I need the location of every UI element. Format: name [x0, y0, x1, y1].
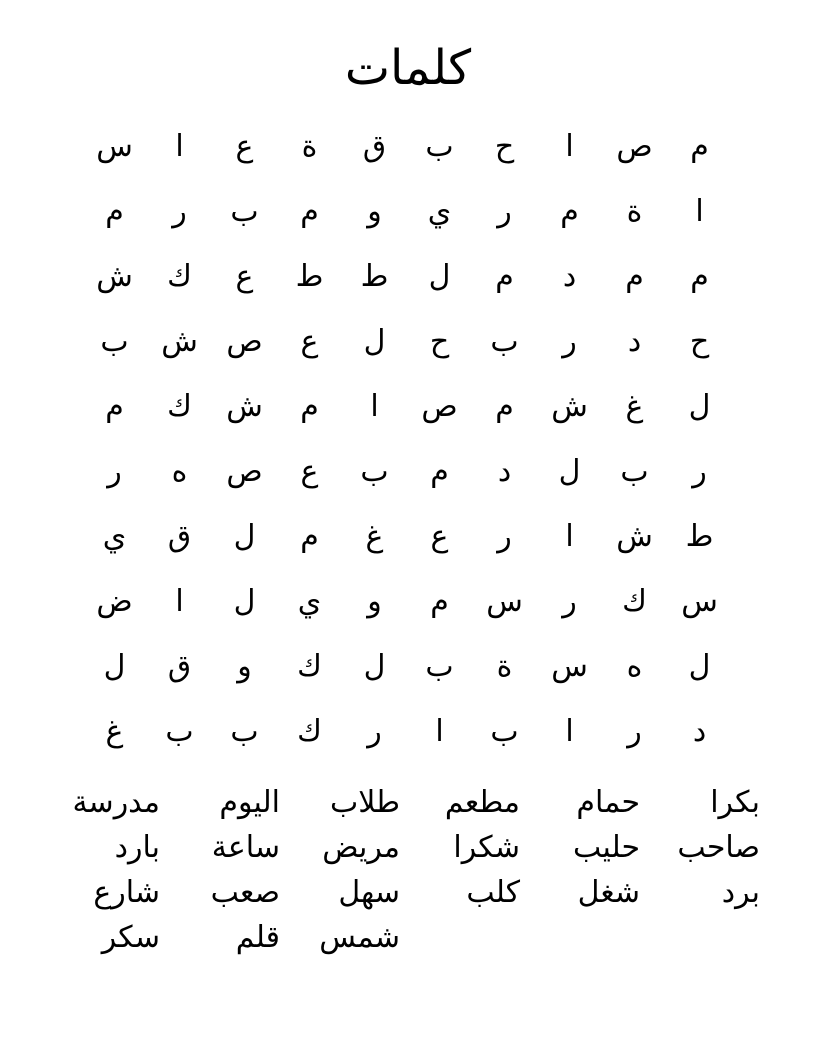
- grid-cell[interactable]: ع: [300, 454, 319, 489]
- grid-cell[interactable]: م: [625, 259, 644, 294]
- grid-cell[interactable]: م: [300, 389, 319, 424]
- word-item: مريض: [322, 830, 400, 865]
- grid-cell[interactable]: ش: [616, 519, 653, 554]
- word-item: شمس: [319, 920, 400, 955]
- grid-row: [82, 114, 732, 179]
- grid-cell[interactable]: ح: [689, 324, 710, 359]
- word-item: مطعم: [444, 785, 520, 820]
- grid-cell[interactable]: ا: [565, 129, 574, 164]
- grid-cell[interactable]: ب: [425, 129, 454, 164]
- grid-cell[interactable]: ي: [427, 194, 452, 229]
- word-item: شارع: [93, 875, 160, 910]
- grid-cell[interactable]: م: [495, 259, 514, 294]
- grid-cell[interactable]: ي: [102, 519, 127, 554]
- grid-cell[interactable]: ل: [233, 584, 256, 619]
- grid-cell[interactable]: ة: [626, 194, 643, 229]
- grid-cell[interactable]: ي: [297, 584, 322, 619]
- grid-cell[interactable]: ر: [367, 714, 382, 749]
- grid-cell[interactable]: و: [367, 194, 382, 229]
- grid-cell[interactable]: ح: [494, 129, 515, 164]
- grid-cell[interactable]: د: [562, 259, 577, 294]
- grid-cell[interactable]: م: [430, 454, 449, 489]
- grid-cell[interactable]: ل: [688, 389, 711, 424]
- grid-cell[interactable]: ش: [96, 259, 133, 294]
- grid-cell[interactable]: ل: [103, 649, 126, 684]
- word-item: شكرا: [453, 830, 520, 865]
- grid-cell[interactable]: م: [495, 389, 514, 424]
- word-item: بارد: [114, 830, 160, 865]
- grid-cell[interactable]: غ: [105, 714, 124, 749]
- grid-row: [82, 439, 732, 504]
- word-item: مدرسة: [72, 785, 160, 820]
- grid-cell[interactable]: ص: [226, 454, 263, 489]
- grid-cell[interactable]: ا: [175, 584, 184, 619]
- grid-cell[interactable]: ق: [362, 129, 387, 164]
- grid-cell[interactable]: ص: [421, 389, 458, 424]
- page-title: كلمات: [344, 40, 472, 96]
- grid-cell[interactable]: ا: [435, 714, 444, 749]
- grid-cell[interactable]: ل: [363, 649, 386, 684]
- grid-cell[interactable]: ش: [226, 389, 263, 424]
- grid-row: [82, 374, 732, 439]
- letter-grid: [82, 114, 732, 764]
- grid-cell[interactable]: س: [96, 129, 133, 164]
- grid-cell[interactable]: ا: [695, 194, 704, 229]
- word-item: شغل: [577, 875, 640, 910]
- grid-cell[interactable]: ع: [430, 519, 449, 554]
- grid-cell[interactable]: ص: [616, 129, 653, 164]
- word-item: حمام: [576, 785, 640, 820]
- grid-cell[interactable]: م: [300, 194, 319, 229]
- grid-cell[interactable]: ه: [171, 454, 188, 489]
- grid-cell[interactable]: ك: [297, 649, 322, 684]
- grid-cell[interactable]: ط: [360, 259, 389, 294]
- grid-cell[interactable]: ل: [558, 454, 581, 489]
- word-row: [40, 825, 780, 870]
- grid-row: [82, 504, 732, 569]
- grid-cell[interactable]: ا: [370, 389, 379, 424]
- grid-cell[interactable]: س: [681, 584, 718, 619]
- word-item: اليوم: [219, 785, 280, 820]
- grid-cell[interactable]: د: [692, 714, 707, 749]
- grid-cell[interactable]: ب: [230, 714, 259, 749]
- grid-cell[interactable]: ك: [167, 259, 192, 294]
- grid-cell[interactable]: ش: [161, 324, 198, 359]
- grid-cell[interactable]: ر: [627, 714, 642, 749]
- grid-cell[interactable]: د: [497, 454, 512, 489]
- grid-cell[interactable]: ق: [167, 649, 192, 684]
- grid-cell[interactable]: ا: [175, 129, 184, 164]
- grid-row: [82, 179, 732, 244]
- grid-cell[interactable]: ب: [490, 714, 519, 749]
- word-item: قلم: [235, 920, 280, 955]
- grid-cell[interactable]: ك: [167, 389, 192, 424]
- grid-cell[interactable]: ر: [692, 454, 707, 489]
- grid-cell[interactable]: ر: [562, 584, 577, 619]
- grid-cell[interactable]: ب: [490, 324, 519, 359]
- grid-cell[interactable]: ر: [562, 324, 577, 359]
- grid-cell[interactable]: ة: [496, 649, 513, 684]
- grid-cell[interactable]: ب: [165, 714, 194, 749]
- grid-cell[interactable]: ب: [230, 194, 259, 229]
- grid-cell[interactable]: ل: [233, 519, 256, 554]
- grid-cell[interactable]: ر: [172, 194, 187, 229]
- grid-cell[interactable]: و: [367, 584, 382, 619]
- grid-row: [82, 244, 732, 309]
- word-item: بكرا: [710, 785, 760, 820]
- grid-cell[interactable]: م: [105, 194, 124, 229]
- grid-cell[interactable]: م: [105, 389, 124, 424]
- word-item: صعب: [210, 875, 280, 910]
- word-list: [40, 780, 780, 960]
- grid-cell[interactable]: ه: [626, 649, 643, 684]
- grid-cell[interactable]: ع: [235, 259, 254, 294]
- word-row: [40, 780, 780, 825]
- word-item: ساعة: [211, 830, 280, 865]
- grid-cell[interactable]: و: [237, 649, 252, 684]
- grid-cell[interactable]: م: [690, 129, 709, 164]
- word-row: [40, 870, 780, 915]
- grid-cell[interactable]: ا: [565, 519, 574, 554]
- grid-cell[interactable]: ك: [297, 714, 322, 749]
- grid-cell[interactable]: م: [560, 194, 579, 229]
- grid-cell[interactable]: ب: [425, 649, 454, 684]
- grid-cell[interactable]: ل: [428, 259, 451, 294]
- grid-cell[interactable]: ق: [167, 519, 192, 554]
- grid-cell[interactable]: ر: [497, 519, 512, 554]
- grid-cell[interactable]: ط: [685, 519, 714, 554]
- word-item: سهل: [338, 875, 400, 910]
- grid-cell[interactable]: ر: [497, 194, 512, 229]
- grid-cell[interactable]: ط: [295, 259, 324, 294]
- grid-cell[interactable]: ر: [107, 454, 122, 489]
- word-item: سكر: [101, 920, 160, 955]
- word-item: حليب: [573, 830, 640, 865]
- grid-cell[interactable]: ض: [96, 584, 133, 619]
- grid-cell[interactable]: ل: [363, 324, 386, 359]
- grid-cell[interactable]: غ: [365, 519, 384, 554]
- grid-cell[interactable]: ك: [622, 584, 647, 619]
- grid-cell[interactable]: ة: [301, 129, 318, 164]
- grid-cell[interactable]: ب: [620, 454, 649, 489]
- word-item: طلاب: [329, 785, 400, 820]
- grid-row: [82, 634, 732, 699]
- grid-cell[interactable]: ع: [300, 324, 319, 359]
- grid-cell[interactable]: ب: [360, 454, 389, 489]
- grid-cell[interactable]: ش: [551, 389, 588, 424]
- grid-row: [82, 309, 732, 374]
- word-row: [40, 915, 780, 960]
- grid-cell[interactable]: ل: [688, 649, 711, 684]
- grid-cell[interactable]: ا: [565, 714, 574, 749]
- word-item: كلب: [466, 875, 520, 910]
- grid-cell[interactable]: غ: [625, 389, 644, 424]
- grid-cell[interactable]: ح: [429, 324, 450, 359]
- grid-cell[interactable]: س: [551, 649, 588, 684]
- grid-cell[interactable]: س: [486, 584, 523, 619]
- grid-cell[interactable]: م: [300, 519, 319, 554]
- grid-row: [82, 699, 732, 764]
- word-item: برد: [721, 875, 760, 910]
- grid-cell[interactable]: ع: [235, 129, 254, 164]
- grid-cell[interactable]: م: [690, 259, 709, 294]
- grid-cell[interactable]: د: [627, 324, 642, 359]
- grid-cell[interactable]: ص: [226, 324, 263, 359]
- grid-cell[interactable]: م: [430, 584, 449, 619]
- grid-row: [82, 569, 732, 634]
- word-item: صاحب: [677, 830, 760, 865]
- grid-cell[interactable]: ب: [100, 324, 129, 359]
